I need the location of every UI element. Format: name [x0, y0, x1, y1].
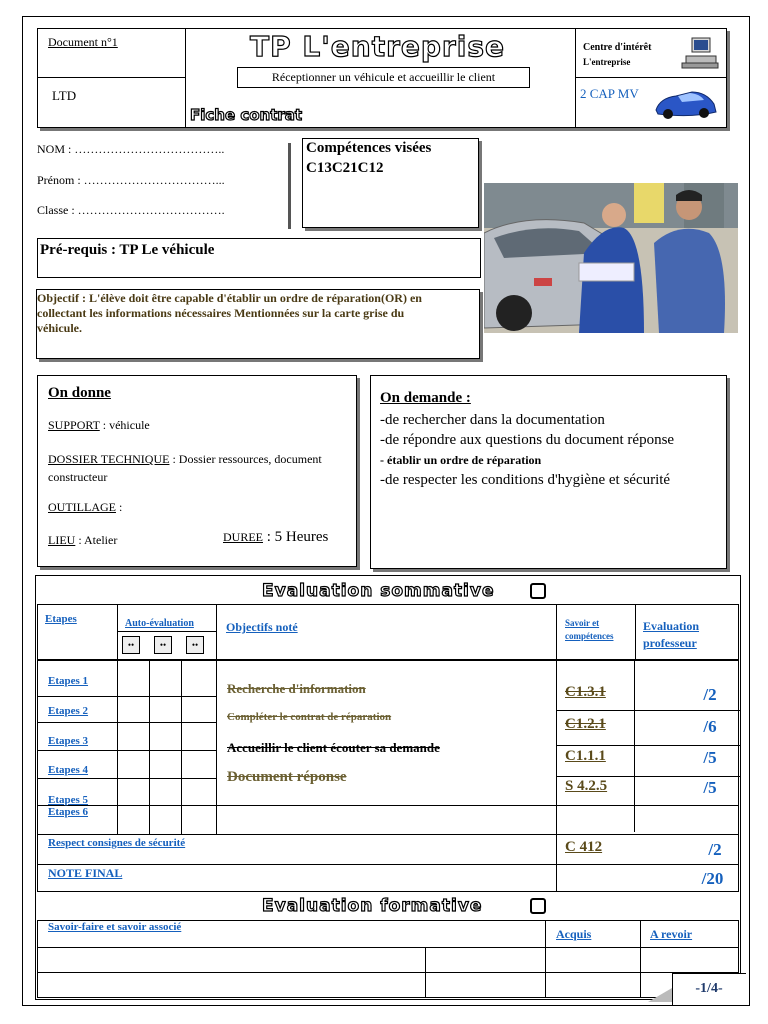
car-icon: [652, 84, 720, 122]
outillage-value: :: [115, 500, 123, 514]
sommative-header-table: [37, 604, 739, 660]
competences-label: Compétences visées: [306, 140, 432, 156]
duree-label: DUREE: [223, 530, 263, 544]
etape-row-label: Etapes 4: [48, 764, 89, 776]
etape-row-label: Etapes 3: [48, 735, 89, 747]
demande-item: -de respecter les conditions d'hygiène et sécurité: [380, 472, 671, 488]
savoir-faire-label: Savoir-faire et savoir associé: [48, 921, 182, 933]
computer-icon: [680, 36, 722, 70]
score-cell[interactable]: /5: [703, 748, 717, 767]
competence-code: C1.1.1: [565, 748, 606, 764]
a-revoir-label: A revoir: [650, 927, 693, 941]
etape-row-label: Etapes 1: [48, 675, 89, 687]
score-cell[interactable]: /5: [703, 778, 717, 797]
on-demande-title: On demande :: [380, 390, 471, 406]
smiley-icon[interactable]: ••: [186, 636, 204, 654]
prerequis-text: Pré-requis : TP Le véhicule: [40, 242, 215, 258]
header-auto-evaluation: Auto-évaluation: [125, 618, 194, 629]
centre-interet-label: Centre d'intérêt: [583, 42, 652, 53]
header-objectifs: Objectifs noté: [226, 620, 298, 634]
smiley-icon[interactable]: ••: [122, 636, 140, 654]
eval-sommative-checkbox[interactable]: [530, 583, 546, 599]
document-subtitle: Réceptionner un véhicule et accueillir le client: [237, 67, 530, 88]
competence-code: S 4.2.5: [565, 778, 608, 794]
objective-accueillir: Accueillir le client écouter sa demande: [227, 740, 440, 755]
dossier-value: : Dossier ressources, document constructeur: [48, 452, 322, 484]
centre-interet-value: L'entreprise: [583, 57, 631, 67]
header-savoir: Savoir et compétences: [565, 618, 614, 641]
class-level: 2 CAP MV: [580, 86, 639, 101]
competences-value: C13C21C12: [306, 160, 384, 176]
score-cell[interactable]: /6: [703, 717, 717, 736]
company-name: LTD: [52, 88, 77, 103]
page-fold-corner: [648, 988, 672, 1002]
lieu-label: LIEU: [48, 533, 76, 547]
student-classe[interactable]: Classe : ……………………………….: [37, 203, 225, 217]
workshop-photo: [484, 183, 738, 333]
prerequis-box: [37, 238, 481, 278]
on-demande-box: [370, 375, 727, 569]
dossier-label: DOSSIER TECHNIQUE: [48, 452, 170, 466]
objective-document: Document réponse: [227, 769, 347, 785]
score-cell[interactable]: /2: [703, 685, 717, 704]
student-prenom[interactable]: Prénom : ……………………………...: [37, 173, 225, 187]
competence-code: C1.3.1: [565, 684, 606, 700]
securite-score[interactable]: /2: [708, 840, 722, 859]
objectif-text: Objectif : L'élève doit être capable d'établir un ordre de réparation(OR) en collectant les informations nécessaires Mentionnées sur la carte grise du véhicule.: [37, 291, 422, 335]
student-nom[interactable]: NOM : ………………………………..: [37, 142, 225, 156]
competence-code: C1.2.1: [565, 716, 606, 732]
eval-sommative-title: Evaluation sommative: [262, 581, 495, 601]
etape-row-label: Etapes 2: [48, 705, 89, 717]
etape-row-label: Etapes 5: [48, 794, 89, 806]
lieu-value: : Atelier: [75, 533, 118, 547]
support-value: : véhicule: [99, 418, 150, 432]
header-evaluation: Evaluation professeur: [643, 619, 700, 650]
outillage-label: OUTILLAGE: [48, 500, 116, 514]
support-label: SUPPORT: [48, 418, 100, 432]
demande-item: -de répondre aux questions du document réponse: [380, 432, 675, 448]
note-final-score[interactable]: /20: [701, 869, 724, 888]
document-number: Document n°1: [48, 35, 118, 49]
eval-formative-title: Evaluation formative: [262, 896, 483, 916]
demande-item: - établir un ordre de réparation: [380, 453, 542, 467]
demande-item: -de rechercher dans la documentation: [380, 412, 605, 428]
on-donne-box: [37, 375, 357, 567]
header-etapes: Etapes: [45, 613, 77, 625]
fiche-contrat-label: Fiche contrat: [190, 106, 303, 124]
etape-row-label: Etapes 6: [48, 806, 89, 818]
objectif-box: [36, 289, 480, 359]
duree-value: : 5 Heures: [263, 529, 329, 545]
acquis-label: Acquis: [556, 927, 592, 941]
page-number: -1/4-: [695, 981, 723, 996]
eval-formative-checkbox[interactable]: [530, 898, 546, 914]
objective-completer: Compléter le contrat de réparation: [227, 711, 392, 723]
securite-competence: C 412: [565, 839, 603, 855]
competences-box: [302, 138, 479, 228]
note-final-label: NOTE FINAL: [48, 866, 123, 880]
smiley-icon[interactable]: ••: [154, 636, 172, 654]
document-title: TP L'entreprise: [250, 30, 505, 63]
objective-recherche: Recherche d'information: [227, 681, 366, 696]
on-donne-title: On donne: [48, 385, 111, 401]
securite-label: Respect consignes de sécurité: [48, 837, 186, 849]
